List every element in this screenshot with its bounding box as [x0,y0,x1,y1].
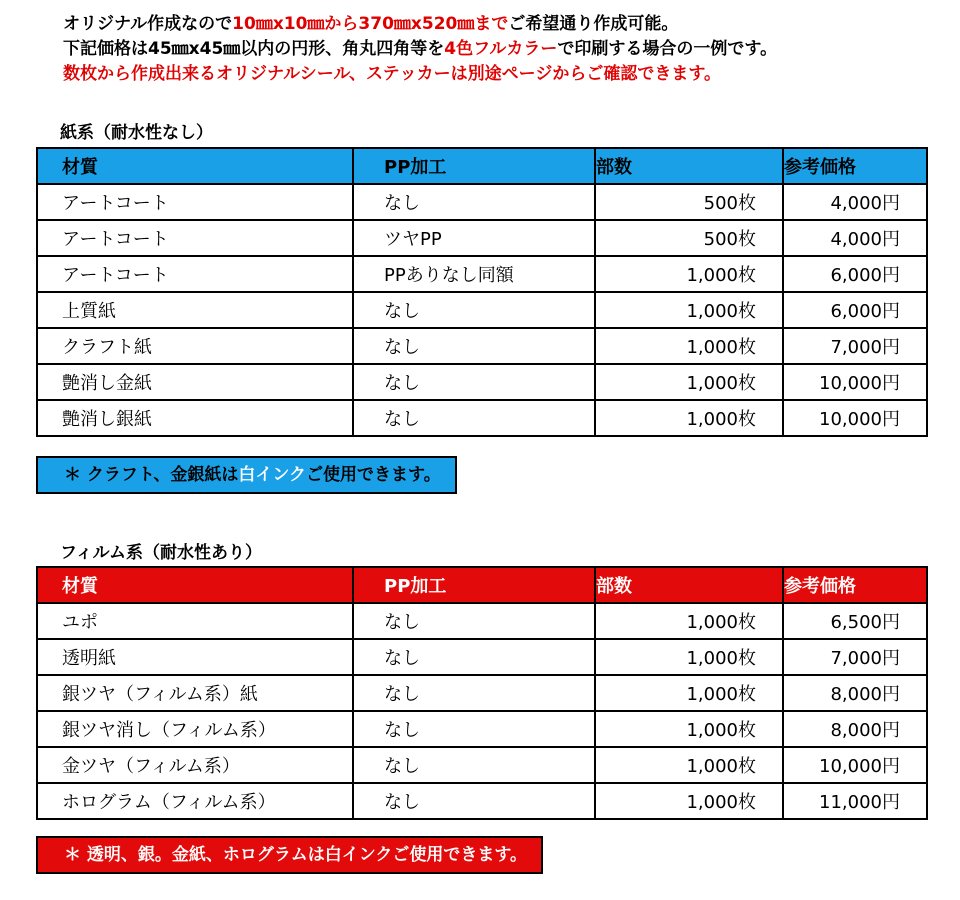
intro-size-range: 10㎜x10㎜から370㎜x520㎜まで [232,14,509,34]
header-pp: PP加工 [353,567,595,603]
paper-note [36,456,457,494]
cell-pp: ツヤPP [353,220,595,256]
intro-line-1-c: ご希望通り作成可能。 [508,14,679,34]
cell-price: 6,500円 [783,603,927,639]
cell-pp: なし [353,292,595,328]
cell-material: 上質紙 [37,292,353,328]
cell-material: アートコート [37,220,353,256]
cell-quantity: 1,000枚 [595,711,783,747]
table-row [37,783,927,819]
cell-pp: なし [353,184,595,220]
paper-note-c: ご使用できます。 [306,465,441,485]
cell-quantity: 1,000枚 [595,328,783,364]
header-price: 参考価格 [783,567,927,603]
table-row [37,711,927,747]
cell-price: 10,000円 [783,400,927,436]
header-material: 材質 [37,567,353,603]
intro-full-color: 4色フルカラー [444,39,558,59]
cell-quantity: 500枚 [595,220,783,256]
cell-price: 4,000円 [783,184,927,220]
cell-price: 4,000円 [783,220,927,256]
table-row [37,639,927,675]
cell-material: 金ツヤ（フィルム系） [37,747,353,783]
paper-note-a: ＊ クラフト、金銀紙は [64,465,239,485]
cell-material: 透明紙 [37,639,353,675]
cell-quantity: 1,000枚 [595,639,783,675]
header-material: 材質 [37,148,353,184]
header-quantity: 部数 [595,567,783,603]
cell-quantity: 1,000枚 [595,400,783,436]
cell-price: 10,000円 [783,364,927,400]
table-row [37,400,927,436]
cell-pp: なし [353,328,595,364]
cell-material: 銀ツヤ（フィルム系）紙 [37,675,353,711]
cell-pp: なし [353,603,595,639]
table-row [37,364,927,400]
cell-pp: なし [353,711,595,747]
table-row [37,220,927,256]
cell-quantity: 500枚 [595,184,783,220]
cell-price: 7,000円 [783,639,927,675]
cell-price: 8,000円 [783,711,927,747]
cell-quantity: 1,000枚 [595,747,783,783]
table-row [37,292,927,328]
cell-pp: なし [353,783,595,819]
table-row [37,184,927,220]
cell-quantity: 1,000枚 [595,603,783,639]
paper-note-white-ink: 白インク [238,465,307,485]
cell-material: アートコート [37,256,353,292]
cell-pp: なし [353,675,595,711]
cell-price: 6,000円 [783,292,927,328]
table-row [37,328,927,364]
cell-pp: PPありなし同額 [353,256,595,292]
cell-quantity: 1,000枚 [595,364,783,400]
cell-price: 7,000円 [783,328,927,364]
table-row [37,603,927,639]
intro-line-1 [63,12,953,37]
cell-price: 6,000円 [783,256,927,292]
intro-line-3: 数枚から作成出来るオリジナルシール、ステッカーは別途ページからご確認できます。 [63,64,721,84]
cell-price: 11,000円 [783,783,927,819]
cell-quantity: 1,000枚 [595,675,783,711]
film-note: ＊ 透明、銀。金紙、ホログラムは白インクご使用できます。 [36,836,543,874]
header-price: 参考価格 [783,148,927,184]
film-price-table [36,566,928,820]
paper-table-header [37,148,927,184]
intro-text [63,12,953,87]
cell-quantity: 1,000枚 [595,292,783,328]
intro-line-2-a: 下記価格は45㎜x45㎜以内の円形、角丸四角等を [63,39,445,59]
cell-material: アートコート [37,184,353,220]
intro-line-2 [63,37,953,62]
cell-pp: なし [353,364,595,400]
film-table-header [37,567,927,603]
header-pp: PP加工 [353,148,595,184]
cell-material: 艶消し金紙 [37,364,353,400]
cell-quantity: 1,000枚 [595,783,783,819]
cell-material: ユポ [37,603,353,639]
paper-section-title: 紙系（耐水性なし） [60,123,213,143]
cell-material: クラフト紙 [37,328,353,364]
table-row [37,256,927,292]
cell-price: 10,000円 [783,747,927,783]
cell-pp: なし [353,639,595,675]
cell-quantity: 1,000枚 [595,256,783,292]
cell-material: 艶消し銀紙 [37,400,353,436]
cell-price: 8,000円 [783,675,927,711]
cell-material: 銀ツヤ消し（フィルム系） [37,711,353,747]
cell-material: ホログラム（フィルム系） [37,783,353,819]
intro-line-2-c: で印刷する場合の一例です。 [557,39,778,59]
header-quantity: 部数 [595,148,783,184]
paper-price-table [36,147,928,437]
table-row [37,747,927,783]
intro-line-1-a: オリジナル作成なので [63,14,233,34]
film-section-title: フィルム系（耐水性あり） [60,543,262,563]
table-row [37,675,927,711]
cell-pp: なし [353,747,595,783]
cell-pp: なし [353,400,595,436]
